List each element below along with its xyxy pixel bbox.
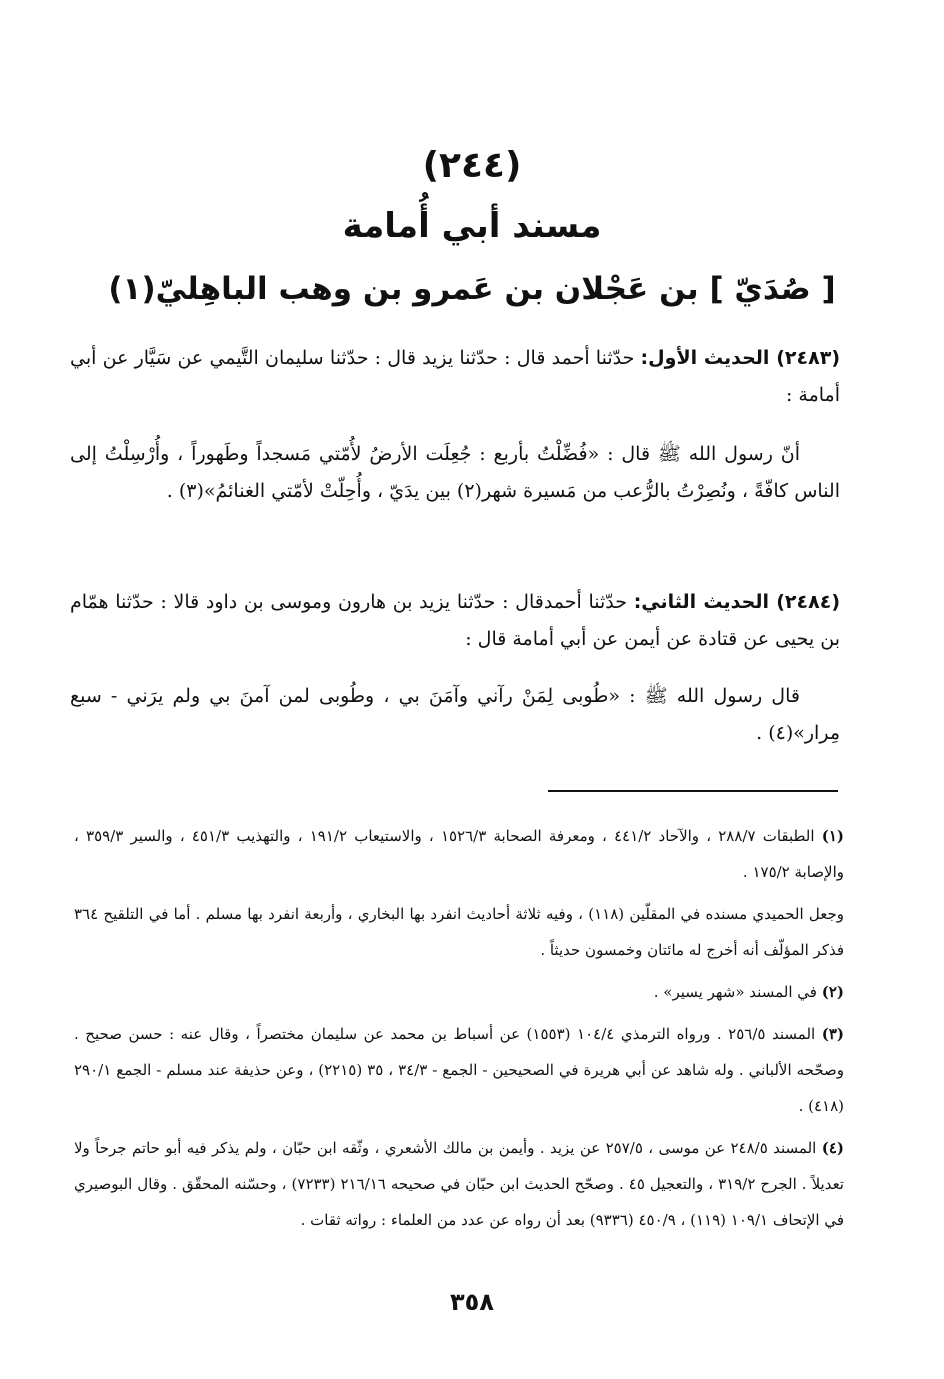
footnote-separator xyxy=(548,790,838,792)
footnote-3-number: (٣) xyxy=(821,1025,844,1043)
hadith-1-lead: (٢٤٨٣) الحديث الأول: xyxy=(640,347,840,369)
hadith-2-isnad xyxy=(70,584,840,658)
footnote-2-number: (٢) xyxy=(821,983,844,1001)
footnote-1-number: (١) xyxy=(821,827,845,845)
footnote-4-number: (٤) xyxy=(821,1139,844,1157)
footnote-1-continuation: وجعل الحميدي مسنده في المقلّين (١١٨) ، وفيه ثلاثة أحاديث انفرد بها البخاري ، وأربعة انفرد بها مسلم . أما في التلقيح ٣٦٤ فذكر المؤلّف أنه أخرج له مائتان وخمسون حديثاً . xyxy=(74,905,844,959)
chapter-number: (٢٤٤) xyxy=(422,145,522,186)
narrator-name-heading: [ صُدَيّ ] بن عَجْلان بن عَمرو بن وهب الباهِليّ(١) xyxy=(108,271,836,307)
footnote-3-text: المسند ٢٥٦/٥ . ورواه الترمذي ١٠٤/٤ (١٥٥٣) عن أسباط بن محمد عن سليمان مختصراً ، وقال عنه : حسن صحيح . وصحّحه الألباني . وله شاهد عن أبي هريرة في الصحيحين - الجمع - ٣٤/٣ ، ٣٥ (٢٢١٥) ، وعن حذيفة عند مسلم - الجمع ٢٩٠/١ (٤١٨) . xyxy=(74,1025,845,1115)
footnote-2-text: في المسند «شهر يسير» . xyxy=(653,983,822,1001)
footnote-1 xyxy=(74,818,844,890)
hadith-2-isnad-text: حدّثنا أحمدقال : حدّثنا يزيد بن هارون وموسى بن داود قالا : حدّثنا همّام بن يحيى عن قتادة عن أيمن عن أبي أمامة قال : xyxy=(70,591,840,650)
hadith-1-matn: أنّ رسول الله ﷺ قال : «فُضِّلْتُ بأربع : جُعِلَت الأرضُ لأُمّتي مَسجداً وطَهوراً ، وأُرْسِلْتُ إلى الناس كافّةً ، ونُصِرْتُ بالرُّعب من مَسيرة شهر(٢) بين يدَيّ ، وأُحِلّتْ لأمّتي الغنائمُ»(٣) . xyxy=(70,443,840,502)
footnote-3 xyxy=(74,1016,844,1124)
hadith-2-matn: قال رسول الله ﷺ : «طُوبى لِمَنْ رآني وآمَنَ بي ، وطُوبى لمن آمنَ بي ولم يرَني - سبع مِرار»(٤) . xyxy=(70,685,840,744)
page-number: ٣٥٨ xyxy=(450,1288,494,1316)
footnote-2 xyxy=(74,974,844,1010)
hadith-1-isnad-text: حدّثنا أحمد قال : حدّثنا يزيد قال : حدّثنا سليمان التَّيمي عن سَيَّار عن أبي أمامة : xyxy=(70,347,840,406)
footnote-4 xyxy=(74,1130,844,1238)
hadith-2-lead: (٢٤٨٤) الحديث الثاني: xyxy=(633,591,840,613)
footnote-1-text: الطبقات ٢٨٨/٧ ، والآحاد ٤٤١/٢ ، ومعرفة الصحابة ١٥٢٦/٣ ، والاستيعاب ١٩١/٢ ، والتهذيب ٤٥١/٣ ، والسير ٣٥٩/٣ ، والإصابة ١٧٥/٢ . xyxy=(74,827,844,881)
footnotes xyxy=(74,818,844,1244)
footnote-4-text: المسند ٢٤٨/٥ عن موسى ، ٢٥٧/٥ عن يزيد . وأيمن بن مالك الأشعري ، وثّقه ابن حبّان ، ولم يذكر فيه أبو حاتم جرحاً ولا تعديلاً . الجرح ٣١٩/٢ ، والتعجيل ٤٥ . وصحّح الحديث ابن حبّان في صحيحه ٢١٦/١٦ (٧٢٣٣) ، وحسّنه المحقّق . وقال البوصيري في الإتحاف ١٠٩/١ (١١٩) ، ٤٥٠/٩ (٩٣٣٦) بعد أن رواه عن عدد من العلماء : رواته ثقات . xyxy=(74,1139,844,1229)
hadith-1-isnad xyxy=(70,340,840,414)
musnad-title: مسند أبي أُمامة xyxy=(342,206,602,246)
